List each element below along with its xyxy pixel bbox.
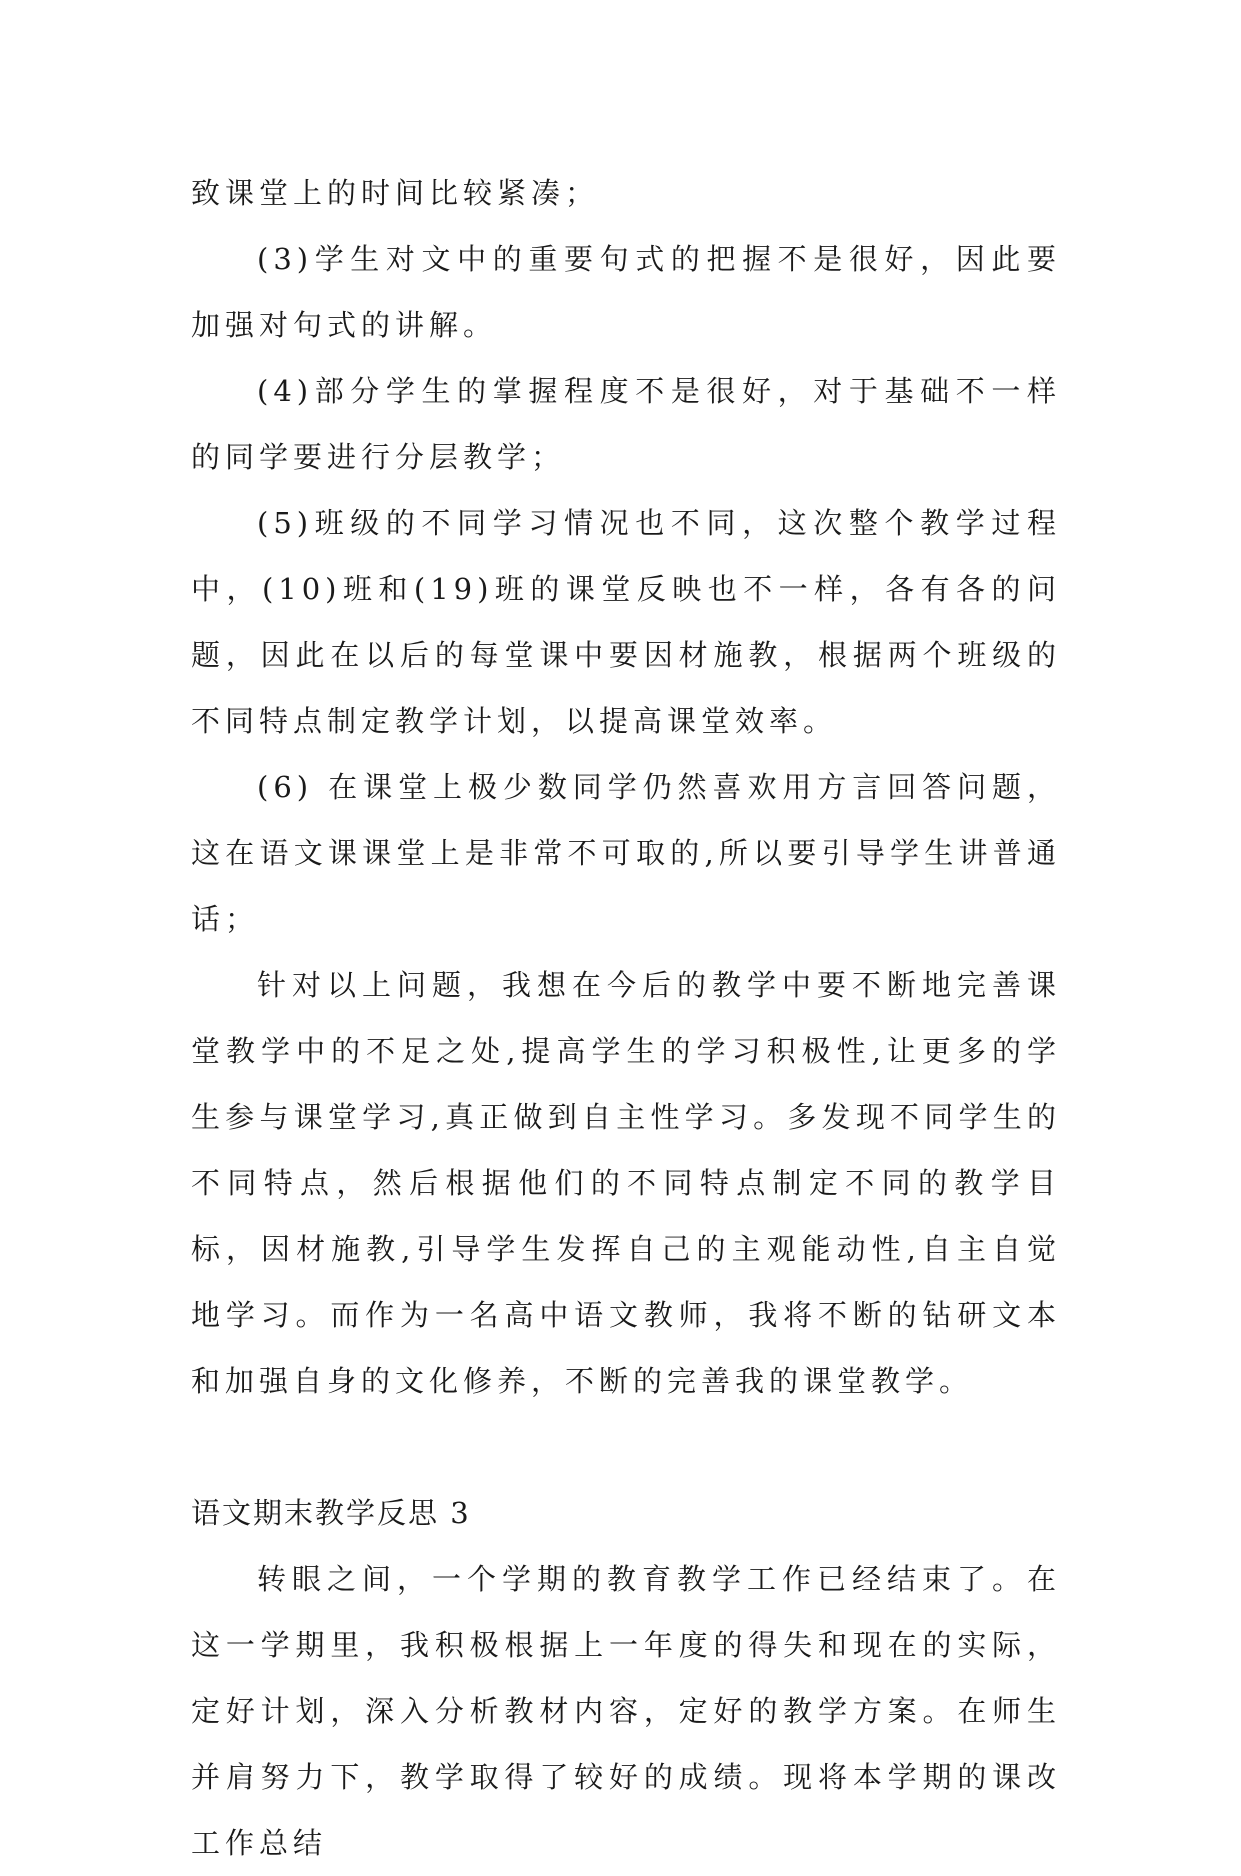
section-paragraph: 转眼之间，一个学期的教育教学工作已经结束了。在这一学期里，我积极根据上一年度的得失和现在的实际，定好计划，深入分析教材内容，定好的教学方案。在师生并肩努力下，教学取得了较好的成绩。现将本学期的课改工作总结 (191, 1562, 1061, 1860)
paragraph-conclusion: 针对以上问题，我想在今后的教学中要不断地完善课堂教学中的不足之处,提高学生的学习积极性,让更多的学生参与课堂学习,真正做到自主性学习。多发现不同学生的不同特点，然后根据他们的不同特点制定不同的教学目标，因材施教,引导学生发挥自己的主观能动性,自主自觉地学习。而作为一名高中语文教师，我将不断的钻研文本和加强自身的文化修养，不断的完善我的课堂教学。 (191, 968, 1061, 1398)
paragraph-item-6: (6) 在课堂上极少数同学仍然喜欢用方言回答问题，这在语文课课堂上是非常不可取的,所以要引导学生讲普通话； (191, 770, 1061, 936)
section-spacer (191, 1414, 1061, 1480)
document-body (191, 160, 1061, 1876)
paragraph-item-3: (3)学生对文中的重要句式的把握不是很好，因此要加强对句式的讲解。 (191, 242, 1061, 342)
paragraph-item-5: (5)班级的不同学习情况也不同，这次整个教学过程中，(10)班和(19)班的课堂反映也不一样，各有各的问题，因此在以后的每堂课中要因材施教，根据两个班级的不同特点制定教学计划，以提高课堂效率。 (191, 506, 1061, 738)
paragraph-item-4: (4)部分学生的掌握程度不是很好，对于基础不一样的同学要进行分层教学； (191, 374, 1061, 474)
paragraph-continuation: 致课堂上的时间比较紧凑； (191, 176, 600, 210)
section-heading: 语文期末教学反思 3 (191, 1496, 471, 1530)
